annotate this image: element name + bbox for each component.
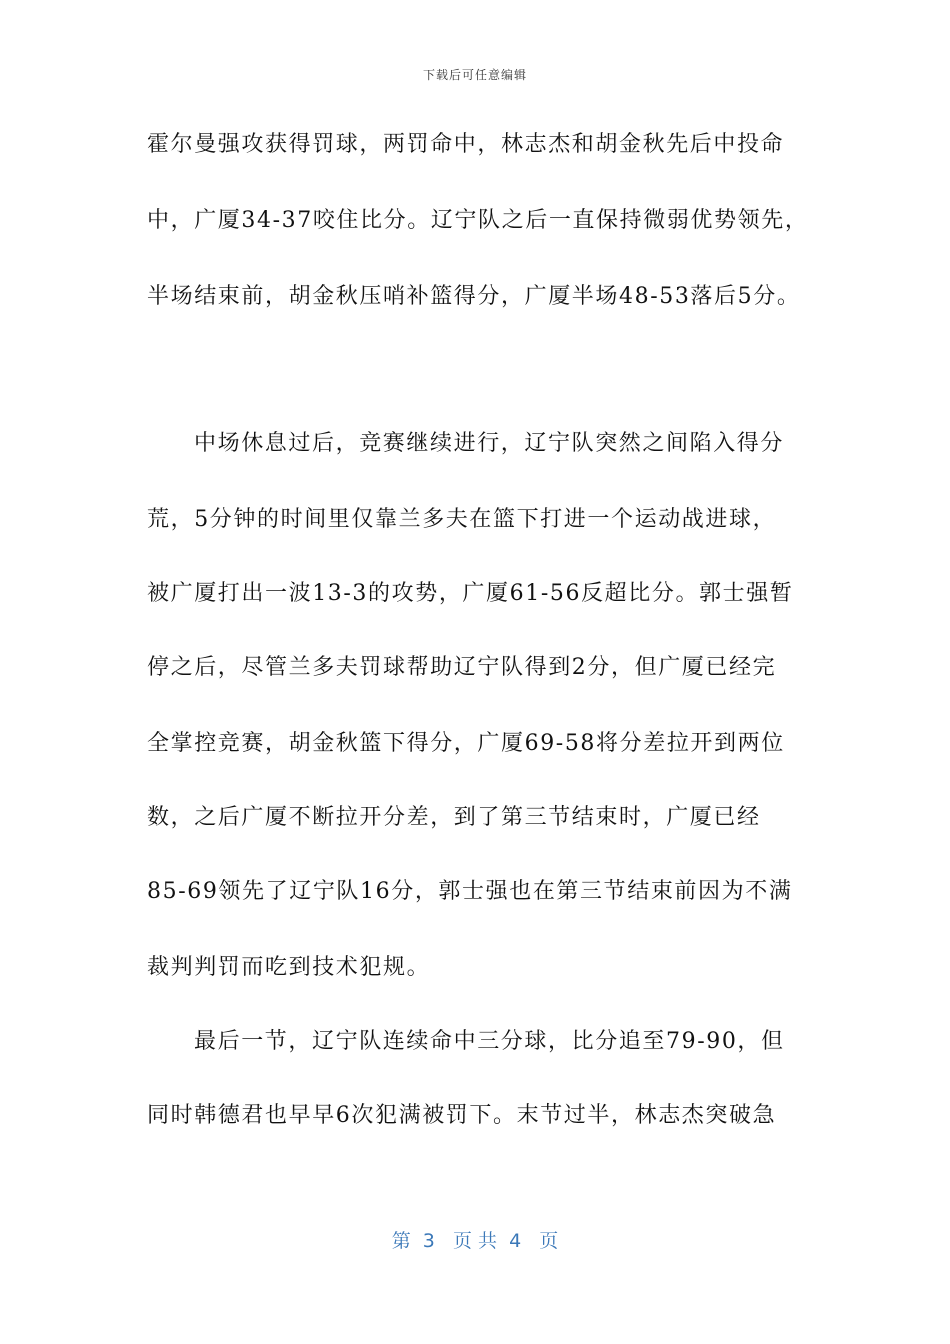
text-line: 85-69领先了辽宁队16分，郭士强也在第三节结束前因为不满 bbox=[147, 879, 793, 904]
text-line: 停之后，尽管兰多夫罚球帮助辽宁队得到2分，但广厦已经完 bbox=[147, 655, 777, 680]
text-line: 同时韩德君也早早6次犯满被罚下。末节过半，林志杰突破急 bbox=[147, 1103, 777, 1128]
page-number-footer: 第 3 页 共 4 页 bbox=[391, 1230, 559, 1252]
text-line: 数，之后广厦不断拉开分差，到了第三节结束时，广厦已经 bbox=[147, 805, 761, 830]
header-note: 下载后可任意编辑 bbox=[422, 68, 527, 82]
text-line: 荒，5分钟的时间里仅靠兰多夫在篮下打进一个运动战进球， bbox=[147, 507, 777, 532]
text-line: 全掌控竞赛，胡金秋篮下得分，广厦69-58将分差拉开到两位 bbox=[147, 731, 785, 756]
paragraph-start-line: 最后一节，辽宁队连续命中三分球，比分追至79-90，但 bbox=[194, 1029, 785, 1054]
text-line: 中，广厦34-37咬住比分。辽宁队之后一直保持微弱优势领先， bbox=[147, 208, 809, 233]
text-line: 被广厦打出一波13-3的攻势，广厦61-56反超比分。郭士强暂 bbox=[147, 581, 794, 606]
text-line: 半场结束前，胡金秋压哨补篮得分，广厦半场48-53落后5分。 bbox=[147, 284, 801, 309]
text-line: 霍尔曼强攻获得罚球，两罚命中，林志杰和胡金秋先后中投命 bbox=[147, 132, 785, 157]
text-line: 裁判判罚而吃到技术犯规。 bbox=[147, 955, 431, 980]
paragraph-start-line: 中场休息过后，竞赛继续进行，辽宁队突然之间陷入得分 bbox=[194, 431, 785, 456]
